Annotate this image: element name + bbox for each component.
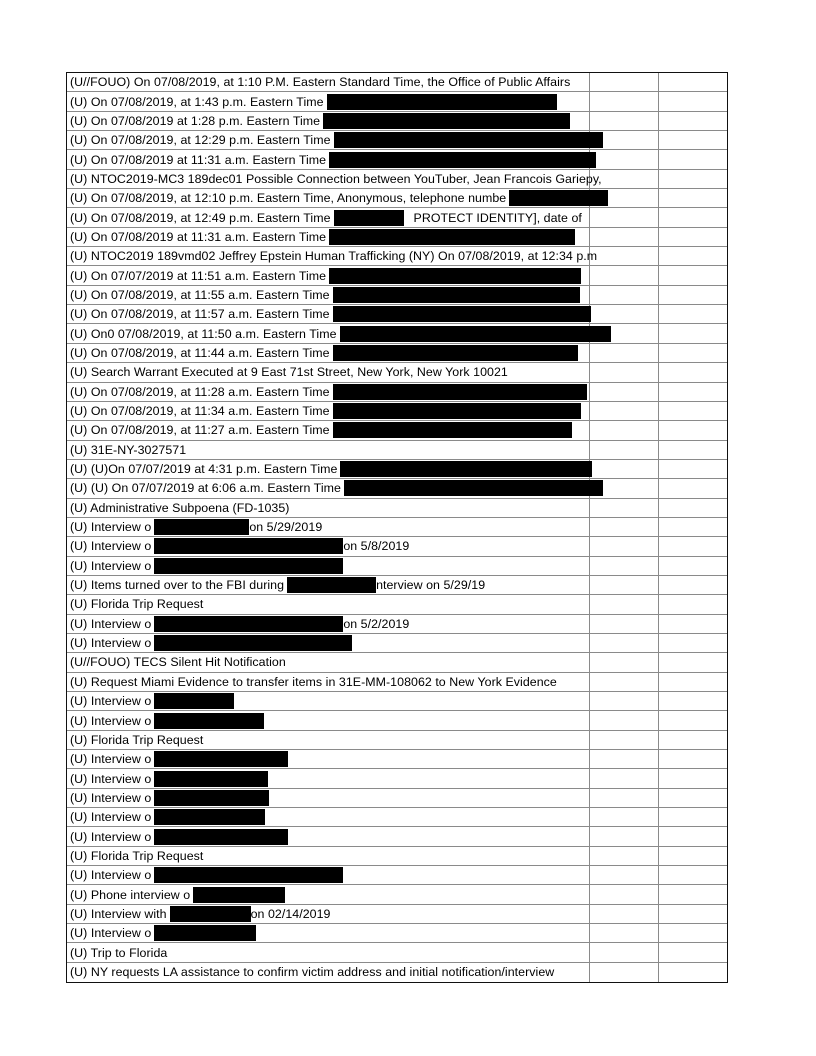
- entry-text: [70, 866, 343, 884]
- entry-text: [70, 73, 570, 91]
- column-divider: [589, 866, 590, 884]
- entry-text: [70, 479, 603, 497]
- column-divider: [589, 363, 590, 381]
- entry-text: [70, 228, 575, 246]
- entry-label: (U) Florida Trip Request: [70, 848, 204, 863]
- redaction-bar: [323, 113, 570, 129]
- entry-text: [70, 885, 285, 903]
- table-row: [67, 499, 727, 518]
- column-divider: [658, 769, 659, 787]
- redaction-bar: [154, 809, 265, 825]
- redaction-bar: [154, 635, 352, 651]
- table-row: [67, 943, 727, 962]
- column-divider: [589, 847, 590, 865]
- table-row: [67, 266, 727, 285]
- table-row: [67, 673, 727, 692]
- column-divider: [658, 286, 659, 304]
- column-divider: [658, 731, 659, 749]
- table-row: [67, 866, 727, 885]
- redaction-bar: [334, 210, 404, 226]
- entry-text: [70, 441, 186, 459]
- table-row: [67, 131, 727, 150]
- entry-label: (U) Interview o: [70, 752, 152, 767]
- entry-label: (U) On 07/08/2019, at 11:44 a.m. Eastern Time: [70, 345, 330, 360]
- column-divider: [589, 827, 590, 845]
- entry-text: [70, 189, 608, 207]
- redaction-bar: [340, 326, 611, 342]
- table-row: [67, 808, 727, 827]
- redaction-bar: [333, 384, 587, 400]
- column-divider: [589, 92, 590, 110]
- entry-text: [70, 615, 409, 633]
- entry-label: (U) On 07/08/2019, at 12:49 p.m. Eastern Time: [70, 210, 331, 225]
- entry-text: [70, 537, 409, 555]
- column-divider: [658, 92, 659, 110]
- entry-label: (U) Interview o: [70, 926, 152, 941]
- redaction-bar: [344, 480, 603, 496]
- column-divider: [658, 750, 659, 768]
- table-row: [67, 305, 727, 324]
- entry-label: (U) Items turned over to the FBI during: [70, 578, 285, 593]
- column-divider: [589, 266, 590, 284]
- column-divider: [658, 421, 659, 439]
- entry-label: (U) On 07/08/2019, at 11:55 a.m. Eastern Time: [70, 287, 330, 302]
- entry-text: [70, 286, 580, 304]
- entry-label: (U) On 07/08/2019, at 11:28 a.m. Eastern Time: [70, 384, 330, 399]
- table-row: [67, 653, 727, 672]
- redaction-bar: [154, 925, 256, 941]
- column-divider: [589, 576, 590, 594]
- column-divider: [589, 692, 590, 710]
- column-divider: [658, 808, 659, 826]
- table-row: [67, 595, 727, 614]
- entry-label: (U) On 07/08/2019, at 11:57 a.m. Eastern Time: [70, 307, 330, 322]
- entry-text: [70, 383, 587, 401]
- entry-text: [70, 266, 581, 284]
- entry-text: [70, 112, 570, 130]
- redaction-bar: [154, 867, 343, 883]
- redaction-bar: [327, 94, 557, 110]
- redaction-bar: [170, 906, 251, 922]
- redaction-bar: [329, 152, 596, 168]
- column-divider: [589, 208, 590, 226]
- table-row: [67, 73, 727, 92]
- column-divider: [589, 595, 590, 613]
- column-divider: [658, 479, 659, 497]
- column-divider: [589, 808, 590, 826]
- table-row: [67, 692, 727, 711]
- column-divider: [658, 363, 659, 381]
- column-divider: [589, 769, 590, 787]
- column-divider: [658, 208, 659, 226]
- column-divider: [658, 441, 659, 459]
- entry-label: (U) NY requests LA assistance to confirm victim address and initial notification/interview: [70, 965, 555, 980]
- column-divider: [658, 963, 659, 982]
- entry-label: (U) Search Warrant Executed at 9 East 71st Street, New York, New York 10021: [70, 365, 508, 380]
- table-row: [67, 324, 727, 343]
- redaction-bar: [334, 132, 603, 148]
- column-divider: [658, 305, 659, 323]
- column-divider: [658, 73, 659, 91]
- column-divider: [589, 402, 590, 420]
- entry-text: [70, 827, 288, 845]
- table-row: [67, 711, 727, 730]
- column-divider: [589, 112, 590, 130]
- redaction-bar: [333, 345, 578, 361]
- column-divider: [658, 324, 659, 342]
- table-row: [67, 344, 727, 363]
- redaction-bar: [333, 306, 591, 322]
- entry-label: (U) Interview o: [70, 790, 152, 805]
- table-row: [67, 537, 727, 556]
- entry-text: [70, 905, 331, 923]
- column-divider: [589, 421, 590, 439]
- column-divider: [658, 499, 659, 517]
- table-row: [67, 112, 727, 131]
- table-row: [67, 634, 727, 653]
- redaction-bar: [154, 751, 288, 767]
- redaction-bar: [154, 616, 343, 632]
- entry-text: [70, 634, 352, 652]
- entry-text: [70, 499, 289, 517]
- entry-label: (U) Interview o: [70, 713, 152, 728]
- column-divider: [658, 885, 659, 903]
- column-divider: [589, 557, 590, 575]
- column-divider: [589, 750, 590, 768]
- table-row: [67, 479, 727, 498]
- column-divider: [589, 789, 590, 807]
- column-divider: [658, 170, 659, 188]
- entry-suffix: on 5/2/2019: [343, 616, 410, 631]
- entry-label: (U) (U)On 07/07/2019 at 4:31 p.m. Eastern Time: [70, 462, 338, 477]
- column-divider: [658, 847, 659, 865]
- entry-text: [70, 131, 603, 149]
- entry-text: [70, 557, 343, 575]
- column-divider: [589, 963, 590, 982]
- column-divider: [658, 189, 659, 207]
- column-divider: [589, 228, 590, 246]
- entry-label: (U) Trip to Florida: [70, 945, 168, 960]
- table-row: [67, 402, 727, 421]
- table-row: [67, 750, 727, 769]
- entry-label: (U) Administrative Subpoena (FD-1035): [70, 500, 290, 515]
- entry-text: [70, 692, 234, 710]
- column-divider: [589, 537, 590, 555]
- redaction-bar: [154, 519, 249, 535]
- entry-text: [70, 943, 167, 961]
- entry-text: [70, 247, 597, 265]
- column-divider: [589, 383, 590, 401]
- entry-text: [70, 653, 286, 671]
- entry-text: [70, 595, 203, 613]
- table-row: [67, 363, 727, 382]
- entry-label: (U) On 07/08/2019 at 1:28 p.m. Eastern Time: [70, 113, 321, 128]
- table-row: [67, 421, 727, 440]
- column-divider: [589, 943, 590, 961]
- table-row: [67, 383, 727, 402]
- table-row: [67, 228, 727, 247]
- entry-suffix: PROTECT IDENTITY], date of: [413, 210, 582, 225]
- entry-label: (U) Interview o: [70, 558, 152, 573]
- redaction-bar: [287, 577, 376, 593]
- redaction-bar: [340, 461, 592, 477]
- redaction-bar: [154, 829, 288, 845]
- entry-label: (U) Interview o: [70, 520, 152, 535]
- table-row: [67, 557, 727, 576]
- redaction-bar: [154, 771, 268, 787]
- entry-text: [70, 518, 322, 536]
- column-divider: [658, 460, 659, 478]
- column-divider: [658, 537, 659, 555]
- table-row: [67, 576, 727, 595]
- column-divider: [658, 557, 659, 575]
- redaction-bar: [329, 229, 575, 245]
- table-row: [67, 92, 727, 111]
- redaction-bar: [154, 558, 343, 574]
- entry-label: (U) 31E-NY-3027571: [70, 442, 187, 457]
- entry-label: (U) On 07/08/2019, at 11:27 a.m. Eastern Time: [70, 423, 330, 438]
- column-divider: [658, 673, 659, 691]
- table-row: [67, 847, 727, 866]
- column-divider: [658, 905, 659, 923]
- column-divider: [589, 286, 590, 304]
- entry-suffix: on 02/14/2019: [250, 906, 331, 921]
- redaction-bar: [329, 268, 581, 284]
- column-divider: [589, 653, 590, 671]
- table-row: [67, 286, 727, 305]
- entry-text: [70, 460, 592, 478]
- entry-label: (U) Interview o: [70, 694, 152, 709]
- entry-suffix: on 5/29/2019: [249, 520, 323, 535]
- table-row: [67, 150, 727, 169]
- entry-text: [70, 808, 265, 826]
- column-divider: [589, 634, 590, 652]
- table-row: [67, 170, 727, 189]
- entry-label: (U) NTOC2019 189vmd02 Jeffrey Epstein Human Trafficking (NY) On 07/08/2019, at 12:34 p.m: [70, 249, 598, 264]
- entry-text: [70, 92, 557, 110]
- table-row: [67, 460, 727, 479]
- entry-label: (U) On 07/08/2019, at 1:43 p.m. Eastern Time: [70, 94, 324, 109]
- column-divider: [658, 228, 659, 246]
- redaction-bar: [333, 403, 581, 419]
- table-row: [67, 789, 727, 808]
- entry-text: [70, 421, 572, 439]
- entry-suffix: on 5/8/2019: [343, 539, 410, 554]
- table-row: [67, 827, 727, 846]
- column-divider: [658, 595, 659, 613]
- entry-label: (U) Florida Trip Request: [70, 732, 204, 747]
- column-divider: [658, 615, 659, 633]
- column-divider: [658, 402, 659, 420]
- entry-label: (U) Interview o: [70, 616, 152, 631]
- entry-text: [70, 208, 582, 226]
- entry-text: [70, 847, 203, 865]
- entry-label: (U//FOUO) TECS Silent Hit Notification: [70, 655, 286, 670]
- column-divider: [658, 943, 659, 961]
- column-divider: [658, 266, 659, 284]
- table-row: [67, 189, 727, 208]
- table-row: [67, 905, 727, 924]
- entry-text: [70, 402, 581, 420]
- column-divider: [589, 344, 590, 362]
- table-row: [67, 924, 727, 943]
- column-divider: [589, 711, 590, 729]
- column-divider: [658, 383, 659, 401]
- column-divider: [658, 711, 659, 729]
- column-divider: [658, 827, 659, 845]
- entry-text: [70, 170, 602, 188]
- entry-text: [70, 924, 256, 942]
- entry-label: (U) NTOC2019-MC3 189dec01 Possible Connection between YouTuber, Jean Francois Gariepy,: [70, 171, 602, 186]
- column-divider: [658, 653, 659, 671]
- table-row: [67, 769, 727, 788]
- entry-text: [70, 150, 596, 168]
- redaction-bar: [333, 287, 580, 303]
- entry-text: [70, 963, 554, 982]
- column-divider: [658, 576, 659, 594]
- entry-label: (U) Interview o: [70, 771, 152, 786]
- column-divider: [589, 731, 590, 749]
- entry-label: (U) On 07/08/2019 at 11:31 a.m. Eastern Time: [70, 152, 327, 167]
- entry-label: (U) On 07/07/2019 at 11:51 a.m. Eastern Time: [70, 268, 327, 283]
- table-row: [67, 885, 727, 904]
- entry-text: [70, 576, 485, 594]
- redaction-bar: [509, 190, 608, 206]
- column-divider: [589, 924, 590, 942]
- entry-label: (U) Phone interview o: [70, 887, 191, 902]
- column-divider: [589, 499, 590, 517]
- column-divider: [658, 247, 659, 265]
- redaction-bar: [193, 887, 285, 903]
- entry-label: (U//FOUO) On 07/08/2019, at 1:10 P.M. Eastern Standard Time, the Office of Public Affairs: [70, 75, 571, 90]
- column-divider: [658, 344, 659, 362]
- entry-label: (U) Florida Trip Request: [70, 597, 204, 612]
- entry-text: [70, 344, 578, 362]
- entry-text: [70, 789, 269, 807]
- redaction-bar: [154, 693, 234, 709]
- table-row: [67, 208, 727, 227]
- entry-text: [70, 305, 591, 323]
- entry-label: (U) Interview with: [70, 906, 167, 921]
- entry-label: (U) On 07/08/2019, at 12:10 p.m. Eastern Time, Anonymous, telephone numbe: [70, 191, 507, 206]
- table-row: [67, 518, 727, 537]
- table-row: [67, 441, 727, 460]
- entry-label: (U) Request Miami Evidence to transfer items in 31E-MM-108062 to New York Evidence: [70, 674, 557, 689]
- column-divider: [589, 673, 590, 691]
- entry-suffix: nterview on 5/29/19: [376, 578, 486, 593]
- entry-text: [70, 711, 264, 729]
- table-row: [67, 615, 727, 634]
- column-divider: [589, 518, 590, 536]
- entry-label: (U) On 07/08/2019 at 11:31 a.m. Eastern Time: [70, 229, 327, 244]
- entry-label: (U) Interview o: [70, 829, 152, 844]
- column-divider: [658, 789, 659, 807]
- column-divider: [589, 615, 590, 633]
- entry-text: [70, 769, 268, 787]
- table-row: [67, 247, 727, 266]
- entry-label: (U) Interview o: [70, 868, 152, 883]
- table-row: [67, 963, 727, 982]
- entry-label: (U) Interview o: [70, 810, 152, 825]
- entry-label: (U) Interview o: [70, 539, 152, 554]
- column-divider: [658, 634, 659, 652]
- column-divider: [589, 905, 590, 923]
- entry-label: (U) Interview o: [70, 636, 152, 651]
- document-table: [66, 72, 728, 983]
- column-divider: [658, 112, 659, 130]
- column-divider: [658, 866, 659, 884]
- column-divider: [658, 518, 659, 536]
- column-divider: [589, 885, 590, 903]
- column-divider: [658, 131, 659, 149]
- column-divider: [658, 150, 659, 168]
- table-row: [67, 731, 727, 750]
- column-divider: [589, 441, 590, 459]
- column-divider: [589, 73, 590, 91]
- entry-label: (U) On 07/08/2019, at 11:34 a.m. Eastern Time: [70, 404, 330, 419]
- redaction-bar: [154, 713, 264, 729]
- entry-label: (U) On 07/08/2019, at 12:29 p.m. Eastern Time: [70, 133, 331, 148]
- column-divider: [658, 924, 659, 942]
- redaction-bar: [154, 538, 343, 554]
- redaction-bar: [333, 422, 572, 438]
- entry-text: [70, 673, 557, 691]
- redaction-bar: [154, 790, 269, 806]
- entry-text: [70, 750, 288, 768]
- entry-text: [70, 731, 203, 749]
- entry-label: (U) On0 07/08/2019, at 11:50 a.m. Eastern Time: [70, 326, 337, 341]
- entry-label: (U) (U) On 07/07/2019 at 6:06 a.m. Eastern Time: [70, 481, 341, 496]
- column-divider: [658, 692, 659, 710]
- entry-text: [70, 363, 508, 381]
- entry-text: [70, 324, 611, 342]
